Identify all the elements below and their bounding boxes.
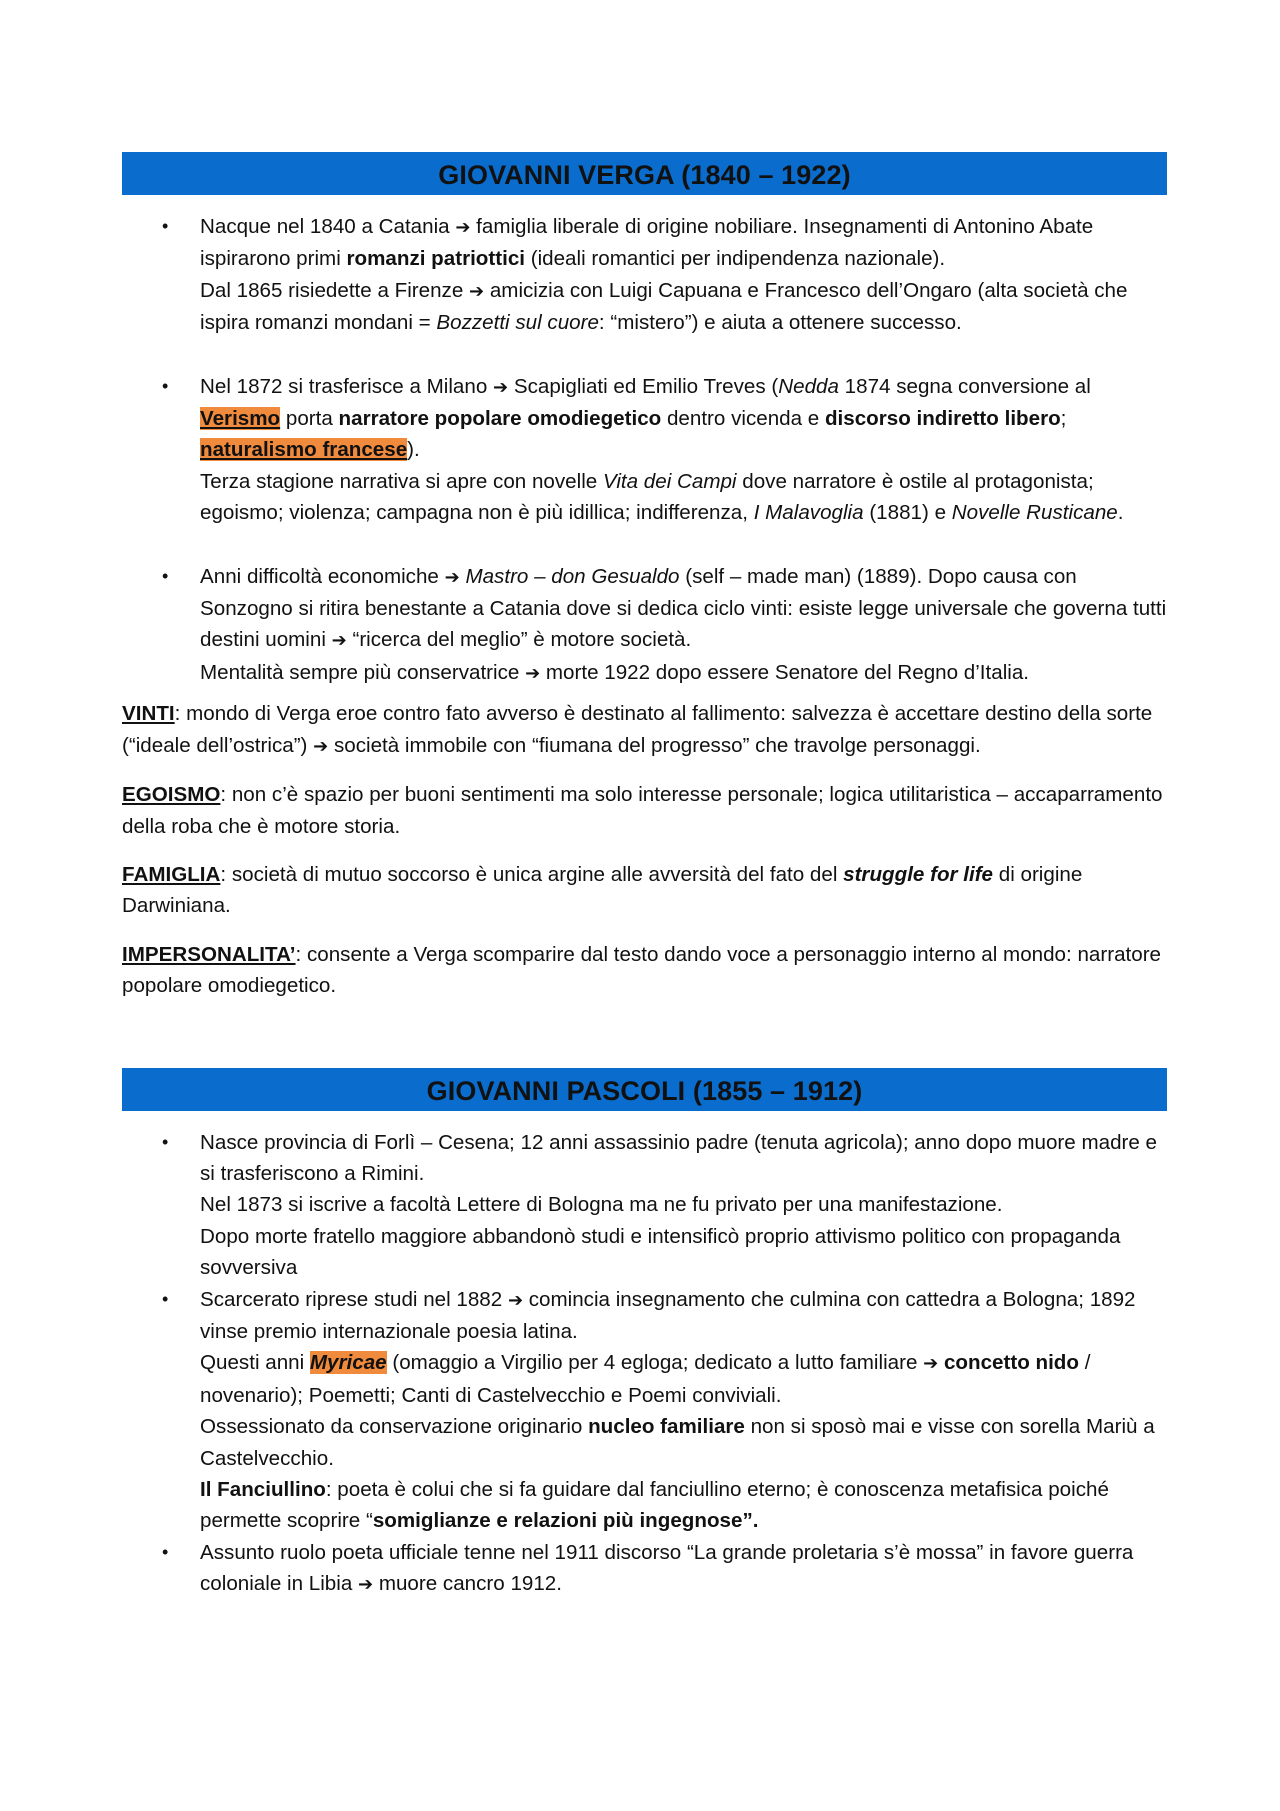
highlighted-term: Verismo: [200, 407, 281, 431]
bold-text: narratore popolare omodiegetico: [338, 407, 662, 431]
definition-impersonalita: [122, 939, 1167, 1002]
bold-italic-text: struggle for life: [843, 862, 994, 886]
italic-text: Novelle Rusticane: [951, 501, 1118, 525]
text: Scarcerato riprese studi nel 1882: [200, 1287, 508, 1311]
bullet-icon: •: [162, 375, 169, 396]
bullet-icon: •: [162, 1131, 169, 1152]
text: : non c’è spazio per buoni sentimenti ma solo interesse personale; logica utilitaristica – accaparramento della roba che è motore storia.: [122, 783, 1163, 838]
list-item: [122, 1127, 1167, 1284]
term: EGOISMO: [122, 783, 221, 807]
text: ;: [1060, 407, 1067, 431]
text: (self – made man) (1889). Dopo causa con Sonzogno si ritira benestante a Catania dove si dedica ciclo vinti: esiste legge universale che governa tutti destini uomini: [200, 564, 1167, 652]
text: non si sposò mai e visse con sorella Mariù a Castelvecchio.: [200, 1415, 1155, 1470]
text: “ricerca del meglio” è motore società.: [346, 628, 692, 652]
arrow-icon: ➔: [493, 376, 509, 397]
term: VINTI: [122, 702, 175, 726]
text: Terza stagione narrativa si apre con novelle: [200, 469, 603, 493]
paragraph: [200, 1537, 1167, 1601]
text: Dal 1865 risiedette a Firenze: [200, 278, 470, 302]
italic-text: I Malavoglia: [753, 501, 864, 525]
paragraph: [200, 371, 1167, 466]
definition-famiglia: [122, 859, 1167, 922]
list-item: [122, 1284, 1167, 1537]
arrow-icon: ➔: [444, 566, 460, 587]
text: Anni difficoltà economiche: [200, 564, 445, 588]
text: muore cancro 1912.: [373, 1572, 562, 1596]
paragraph: [200, 1474, 1167, 1537]
italic-text: Bozzetti sul cuore: [436, 311, 599, 335]
bold-text: somiglianze e relazioni più ingegnose”.: [372, 1509, 759, 1533]
arrow-icon: ➔: [525, 662, 541, 683]
paragraph: Nel 1873 si iscrive a facoltà Lettere di Bologna ma ne fu privato per una manifestazione.: [200, 1193, 1003, 1217]
bold-text: concetto nido: [943, 1351, 1079, 1375]
text: amicizia con Luigi Capuana e Francesco dell’Ongaro (alta società che ispira romanzi mondani =: [200, 278, 1128, 335]
paragraph: [200, 561, 1167, 657]
list-item: [122, 1537, 1167, 1601]
text: società immobile con “fiumana del progresso” che travolge personaggi.: [328, 733, 981, 757]
verga-definitions: [122, 698, 1167, 1001]
list-item: [122, 561, 1167, 690]
arrow-icon: ➔: [507, 1289, 524, 1310]
paragraph: [200, 275, 1167, 339]
text: Mentalità sempre più conservatrice: [200, 660, 526, 684]
text: comincia insegnamento che culmina con cattedra a Bologna; 1892 vinse premio internazionale poesia latina.: [200, 1287, 1136, 1343]
text: dentro vicenda e: [661, 407, 825, 431]
text: : poeta è colui che si fa guidare dal fanciullino eterno; è conoscenza metafisica poiché permette scoprire “: [200, 1478, 1109, 1533]
text: morte 1922 dopo essere Senatore del Regno d’Italia.: [540, 660, 1030, 684]
text: : società di mutuo soccorso è unica argine alle avversità del fato del: [220, 862, 844, 886]
highlighted-term: Myricae: [309, 1351, 387, 1375]
text: Nacque nel 1840 a Catania: [200, 215, 456, 238]
highlighted-term: naturalismo francese: [200, 438, 408, 462]
text: ).: [407, 438, 420, 462]
text: / novenario); Poemetti; Canti di Castelvecchio e Poemi conviviali.: [200, 1351, 1091, 1407]
paragraph: [200, 1411, 1167, 1474]
paragraph: Nasce provincia di Forlì – Cesena; 12 anni assassinio padre (tenuta agricola); anno dopo muore madre e si trasferiscono a Rimini.: [200, 1130, 1158, 1185]
definition-vinti: [122, 698, 1167, 762]
bold-text: discorso indiretto libero: [824, 407, 1061, 431]
document-page: [122, 152, 1167, 1601]
bullet-icon: •: [162, 216, 169, 236]
text: : “mistero”) e aiuta a ottenere successo.: [598, 311, 962, 335]
paragraph: [200, 211, 1167, 275]
bullet-icon: •: [162, 1541, 169, 1562]
text: : mondo di Verga eroe contro fato avverso è destinato al fallimento: salvezza è accettare destino della sorte (“ideale dell’ostrica”): [122, 702, 1153, 757]
arrow-icon: ➔: [469, 280, 485, 301]
italic-text: Vita dei Campi: [602, 469, 737, 493]
text: Nel 1872 si trasferisce a Milano: [200, 374, 494, 398]
text: Ossessionato da conservazione originario: [200, 1415, 589, 1439]
arrow-icon: ➔: [331, 630, 347, 651]
paragraph: Dopo morte fratello maggiore abbandonò studi e intensificò proprio attivismo politico con propaganda sovversiva: [200, 1224, 1121, 1280]
text: Questi anni: [200, 1351, 310, 1375]
text: porta: [280, 407, 339, 431]
text: (1881) e: [863, 501, 952, 525]
text: famiglia liberale di origine nobiliare. Insegnamenti di Antonino Abate ispirarono primi: [200, 215, 1094, 271]
list-item: [122, 371, 1167, 529]
verga-bullet-list: [122, 211, 1167, 689]
list-item: [122, 211, 1167, 339]
text: dove narratore è ostile al protagonista; egoismo; violenza; campagna non è più idillica; indifferenza,: [200, 469, 1094, 525]
text: (ideali romantici per indipendenza nazionale).: [525, 247, 946, 271]
text: .: [1117, 501, 1124, 525]
term: IMPERSONALITA’: [122, 942, 296, 966]
section-header-verga: GIOVANNI VERGA (1840 – 1922): [122, 152, 1167, 195]
bold-text: Il Fanciullino: [200, 1478, 326, 1501]
text: Assunto ruolo poeta ufficiale tenne nel 1911 discorso “La grande proletaria s’è mossa” in favore guerra coloniale in Libia: [200, 1540, 1134, 1596]
bold-text: romanzi patriottici: [346, 247, 525, 271]
pascoli-bullet-list: [122, 1127, 1167, 1601]
arrow-icon: ➔: [358, 1574, 374, 1595]
paragraph: [200, 657, 1167, 689]
section-header-pascoli: GIOVANNI PASCOLI (1855 – 1912): [122, 1068, 1167, 1111]
italic-text: Nedda: [778, 374, 839, 398]
text: : consente a Verga scomparire dal testo dando voce a personaggio interno al mondo: narratore popolare omodiegetico.: [122, 942, 1162, 998]
paragraph: [200, 1284, 1167, 1348]
definition-egoismo: [122, 779, 1167, 842]
paragraph: [200, 1347, 1167, 1411]
bullet-icon: •: [162, 1288, 169, 1309]
arrow-icon: ➔: [455, 217, 471, 237]
text: (omaggio a Virgilio per 4 egloga; dedicato a lutto familiare: [386, 1351, 924, 1375]
italic-text: Mastro – don Gesualdo: [465, 564, 680, 588]
term: FAMIGLIA: [122, 862, 221, 886]
bold-text: nucleo familiare: [588, 1415, 745, 1439]
text: 1874 segna conversione al: [838, 374, 1091, 398]
arrow-icon: ➔: [313, 735, 329, 756]
bullet-icon: •: [162, 565, 169, 586]
paragraph: [200, 466, 1167, 529]
text: Scapigliati ed Emilio Treves (: [508, 374, 779, 398]
text: di origine Darwiniana.: [122, 862, 1083, 918]
arrow-icon: ➔: [923, 1353, 939, 1374]
